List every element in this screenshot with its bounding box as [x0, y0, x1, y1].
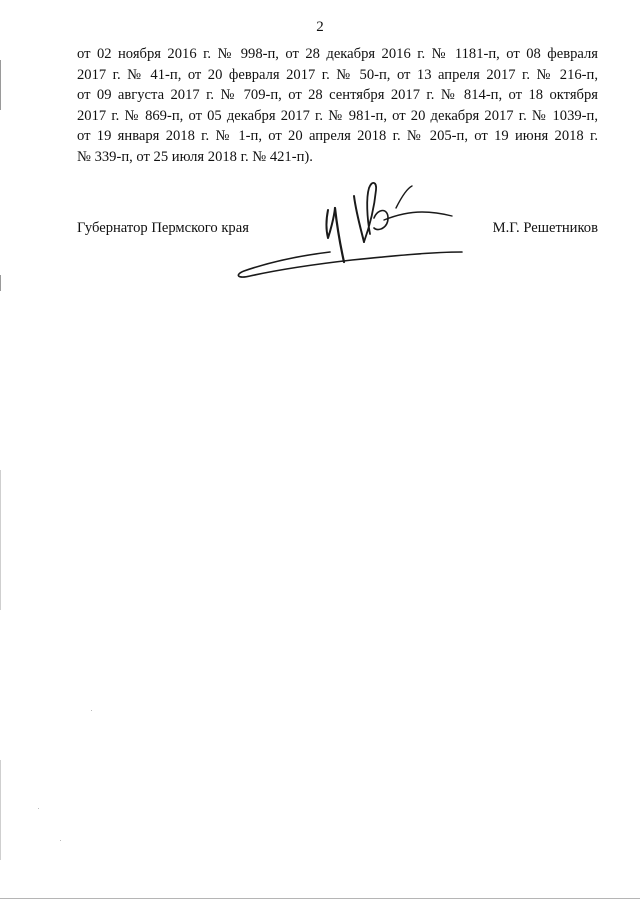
body-line: от 19 января 2018 г. № 1-п, от 20 апреля 2018 г. № 205-п, от 19 июня 2018 г. [77, 128, 598, 145]
scan-speck [38, 808, 39, 809]
scan-edge-mark [0, 760, 1, 860]
body-line: 2017 г. № 869-п, от 05 декабря 2017 г. № 981-п, от 20 декабря 2017 г. № 1039-п, [77, 107, 598, 124]
scan-speck [91, 710, 92, 711]
signer-position: Губернатор Пермского края [77, 220, 249, 236]
body-paragraph [77, 44, 598, 168]
scan-edge-mark [0, 275, 1, 291]
body-line: от 09 августа 2017 г. № 709-п, от 28 сентября 2017 г. № 814-п, от 18 октября [77, 87, 598, 104]
scan-edge-mark [0, 470, 1, 610]
body-line: 2017 г. № 41-п, от 20 февраля 2017 г. № 50-п, от 13 апреля 2017 г. № 216-п, [77, 66, 598, 83]
scan-bottom-edge [0, 898, 640, 899]
scan-speck [60, 840, 61, 841]
signer-name: М.Г. Решетников [492, 220, 598, 236]
handwritten-signature [222, 168, 472, 286]
page-number: 2 [316, 19, 324, 35]
scan-edge-mark [0, 60, 1, 110]
body-line: от 02 ноября 2016 г. № 998-п, от 28 декабря 2016 г. № 1181-п, от 08 февраля [77, 46, 598, 62]
body-line: № 339-п, от 25 июля 2018 г. № 421-п). [77, 148, 313, 165]
